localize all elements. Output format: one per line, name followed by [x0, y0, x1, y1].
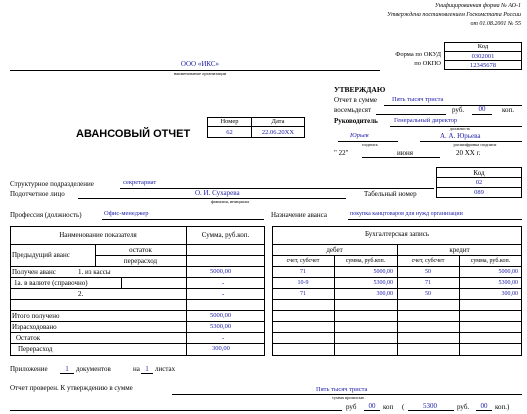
- info-code-header: Код: [436, 167, 522, 178]
- footer-rub2: руб.: [457, 403, 470, 411]
- table-row-3-credit-sum: 300,00: [501, 291, 518, 297]
- number-header: Номер: [207, 117, 252, 127]
- sheets-count: 1: [145, 365, 149, 373]
- purpose-label: Назначение аванса: [271, 211, 327, 219]
- total-received-value: 5000,00: [210, 312, 232, 319]
- table-row-1-debit-account: 71: [300, 269, 306, 275]
- col-indicator-name: Наименование показателя: [59, 231, 137, 239]
- table-row-2-debit-account: 10-9: [297, 280, 309, 286]
- approver-name: А. А. Юрьева: [440, 132, 481, 140]
- footer-sum-number: 5300: [423, 402, 437, 410]
- signature-caption: подпись: [362, 142, 378, 147]
- item-2-value: -: [222, 290, 225, 298]
- table-row-2-credit-account: 71: [425, 280, 431, 286]
- debit-header: дебет: [326, 246, 343, 254]
- table-row-1-debit-sum: 5000,00: [373, 269, 393, 275]
- currency-value: -: [222, 279, 225, 287]
- on-word: на: [133, 365, 140, 373]
- position-caption: должность: [449, 126, 471, 131]
- footer-kop-value: 00: [368, 402, 376, 410]
- credit-header: кредит: [449, 246, 470, 254]
- dept-value: секретариат: [123, 179, 157, 186]
- approve-rub: руб.: [452, 106, 465, 114]
- form-line-3: от 01.08.2001 № 55: [470, 21, 521, 27]
- footer-kop: коп: [383, 403, 394, 411]
- table-row-3-debit-sum: 300,00: [376, 291, 393, 297]
- approve-title: УТВЕРЖДАЮ: [334, 85, 386, 94]
- total-received-label: Итого получено: [12, 312, 60, 320]
- checked-sum-words: Пять тысяч триста: [316, 386, 368, 393]
- col-sum: Сумма, руб.коп.: [201, 231, 250, 239]
- spent-label: Израсходовано: [12, 323, 57, 331]
- table-row-2-credit-sum: 5300,00: [498, 280, 518, 286]
- checked-label: Отчет проверен. К утверждению в сумме: [10, 384, 133, 392]
- credit-account-col: счет, субсчет: [411, 258, 445, 264]
- okpo-value: 12345678: [444, 60, 522, 70]
- from-cash-value: 5000,00: [210, 268, 232, 275]
- prev-balance: остаток: [129, 246, 152, 254]
- purpose-value: покупка канцтоваров для нужд организации: [350, 211, 463, 217]
- org-name: ООО «ИКС»: [180, 60, 220, 68]
- appendix-label: Приложение: [10, 365, 48, 373]
- person-label: Подотчетное лицо: [10, 190, 65, 198]
- overspend-label: Перерасход: [18, 345, 53, 353]
- tab-value: 089: [436, 187, 522, 198]
- balance-value: -: [222, 334, 225, 342]
- tab-label: Табельный номер: [364, 190, 417, 198]
- docs-word: документов: [76, 365, 111, 373]
- form-line-1: Унифицированная форма № АО-1: [434, 3, 521, 9]
- item-2-label: 2.: [78, 290, 84, 298]
- prev-advance-label: Предыдущий аванс: [12, 251, 70, 259]
- approve-day: " 22": [334, 149, 349, 157]
- table-row-1-credit-account: 50: [425, 269, 431, 275]
- dept-label: Структурное подразделение: [10, 180, 94, 188]
- person-value: О. И. Сухарева: [195, 189, 240, 197]
- spent-value: 5300,00: [210, 323, 232, 330]
- sheets-word: листах: [155, 365, 176, 373]
- sum-caption: сумма прописью: [331, 395, 365, 400]
- code-header-text: Код: [477, 43, 489, 50]
- footer-open-paren: (: [402, 403, 405, 411]
- footer-kop2: коп.): [495, 403, 510, 411]
- debit-account-col: счет, субсчет: [286, 258, 320, 264]
- approve-month: июня: [397, 149, 413, 157]
- approver-signature: Юрьев: [350, 132, 369, 139]
- report-title: АВАНСОВЫЙ ОТЧЕТ: [76, 128, 191, 140]
- date-header: Дата: [251, 117, 305, 127]
- head-position: Генеральный директор: [394, 117, 458, 124]
- footer-kop-value-2: 00: [480, 402, 488, 410]
- org-caption: наименование организации: [173, 71, 227, 76]
- approve-sum-line2: восемьдесят: [334, 106, 372, 114]
- form-line-2: Утверждена постановлением Госкомстата России: [387, 12, 521, 18]
- table-row-2-debit-sum: 5300,00: [373, 280, 393, 286]
- dept-code: 02: [436, 177, 522, 188]
- received-label: Получен аванс: [12, 268, 56, 276]
- prof-value: Офис-менеджер: [104, 210, 149, 217]
- table-row-1-credit-sum: 5000,00: [498, 269, 518, 275]
- okud-label: Форма по ОКУД: [395, 51, 441, 58]
- person-caption: фамилия, инициалы: [210, 199, 250, 204]
- prof-label: Профессия (должность): [10, 211, 82, 219]
- appendix-docs: 1: [65, 365, 69, 373]
- report-number: 62: [207, 126, 252, 138]
- balance-label: Остаток: [16, 334, 41, 342]
- currency-label: 1а. в валюте (справочно): [14, 279, 88, 287]
- table-row-3-debit-account: 71: [300, 291, 306, 297]
- debit-sum-col: сумма, руб.коп.: [345, 258, 386, 264]
- prev-overspend: перерасход: [123, 257, 158, 265]
- head-label: Руководитель: [334, 117, 378, 125]
- approve-kop: коп.: [502, 106, 515, 114]
- approve-kop-value: 00: [478, 105, 486, 113]
- approve-sum-words: Пять тысяч триста: [392, 96, 444, 103]
- report-date: 22.06.20XX: [251, 126, 305, 138]
- okud-value: 0302001: [444, 51, 522, 61]
- table-row-3-credit-account: 50: [425, 291, 431, 297]
- footer-rub: руб: [346, 403, 357, 411]
- approve-sum-label: Отчет в сумме: [334, 96, 377, 104]
- approve-year: 20 XX г.: [456, 149, 481, 157]
- credit-sum-col: сумма, руб.коп.: [470, 258, 511, 264]
- accounting-title: Бухгалтерская запись: [364, 230, 430, 238]
- okpo-label: по ОКПО: [414, 60, 441, 67]
- name-caption: расшифровка подписи: [453, 142, 497, 147]
- overspend-value: 300,00: [212, 345, 230, 352]
- from-cash-label: 1. из кассы: [78, 268, 111, 276]
